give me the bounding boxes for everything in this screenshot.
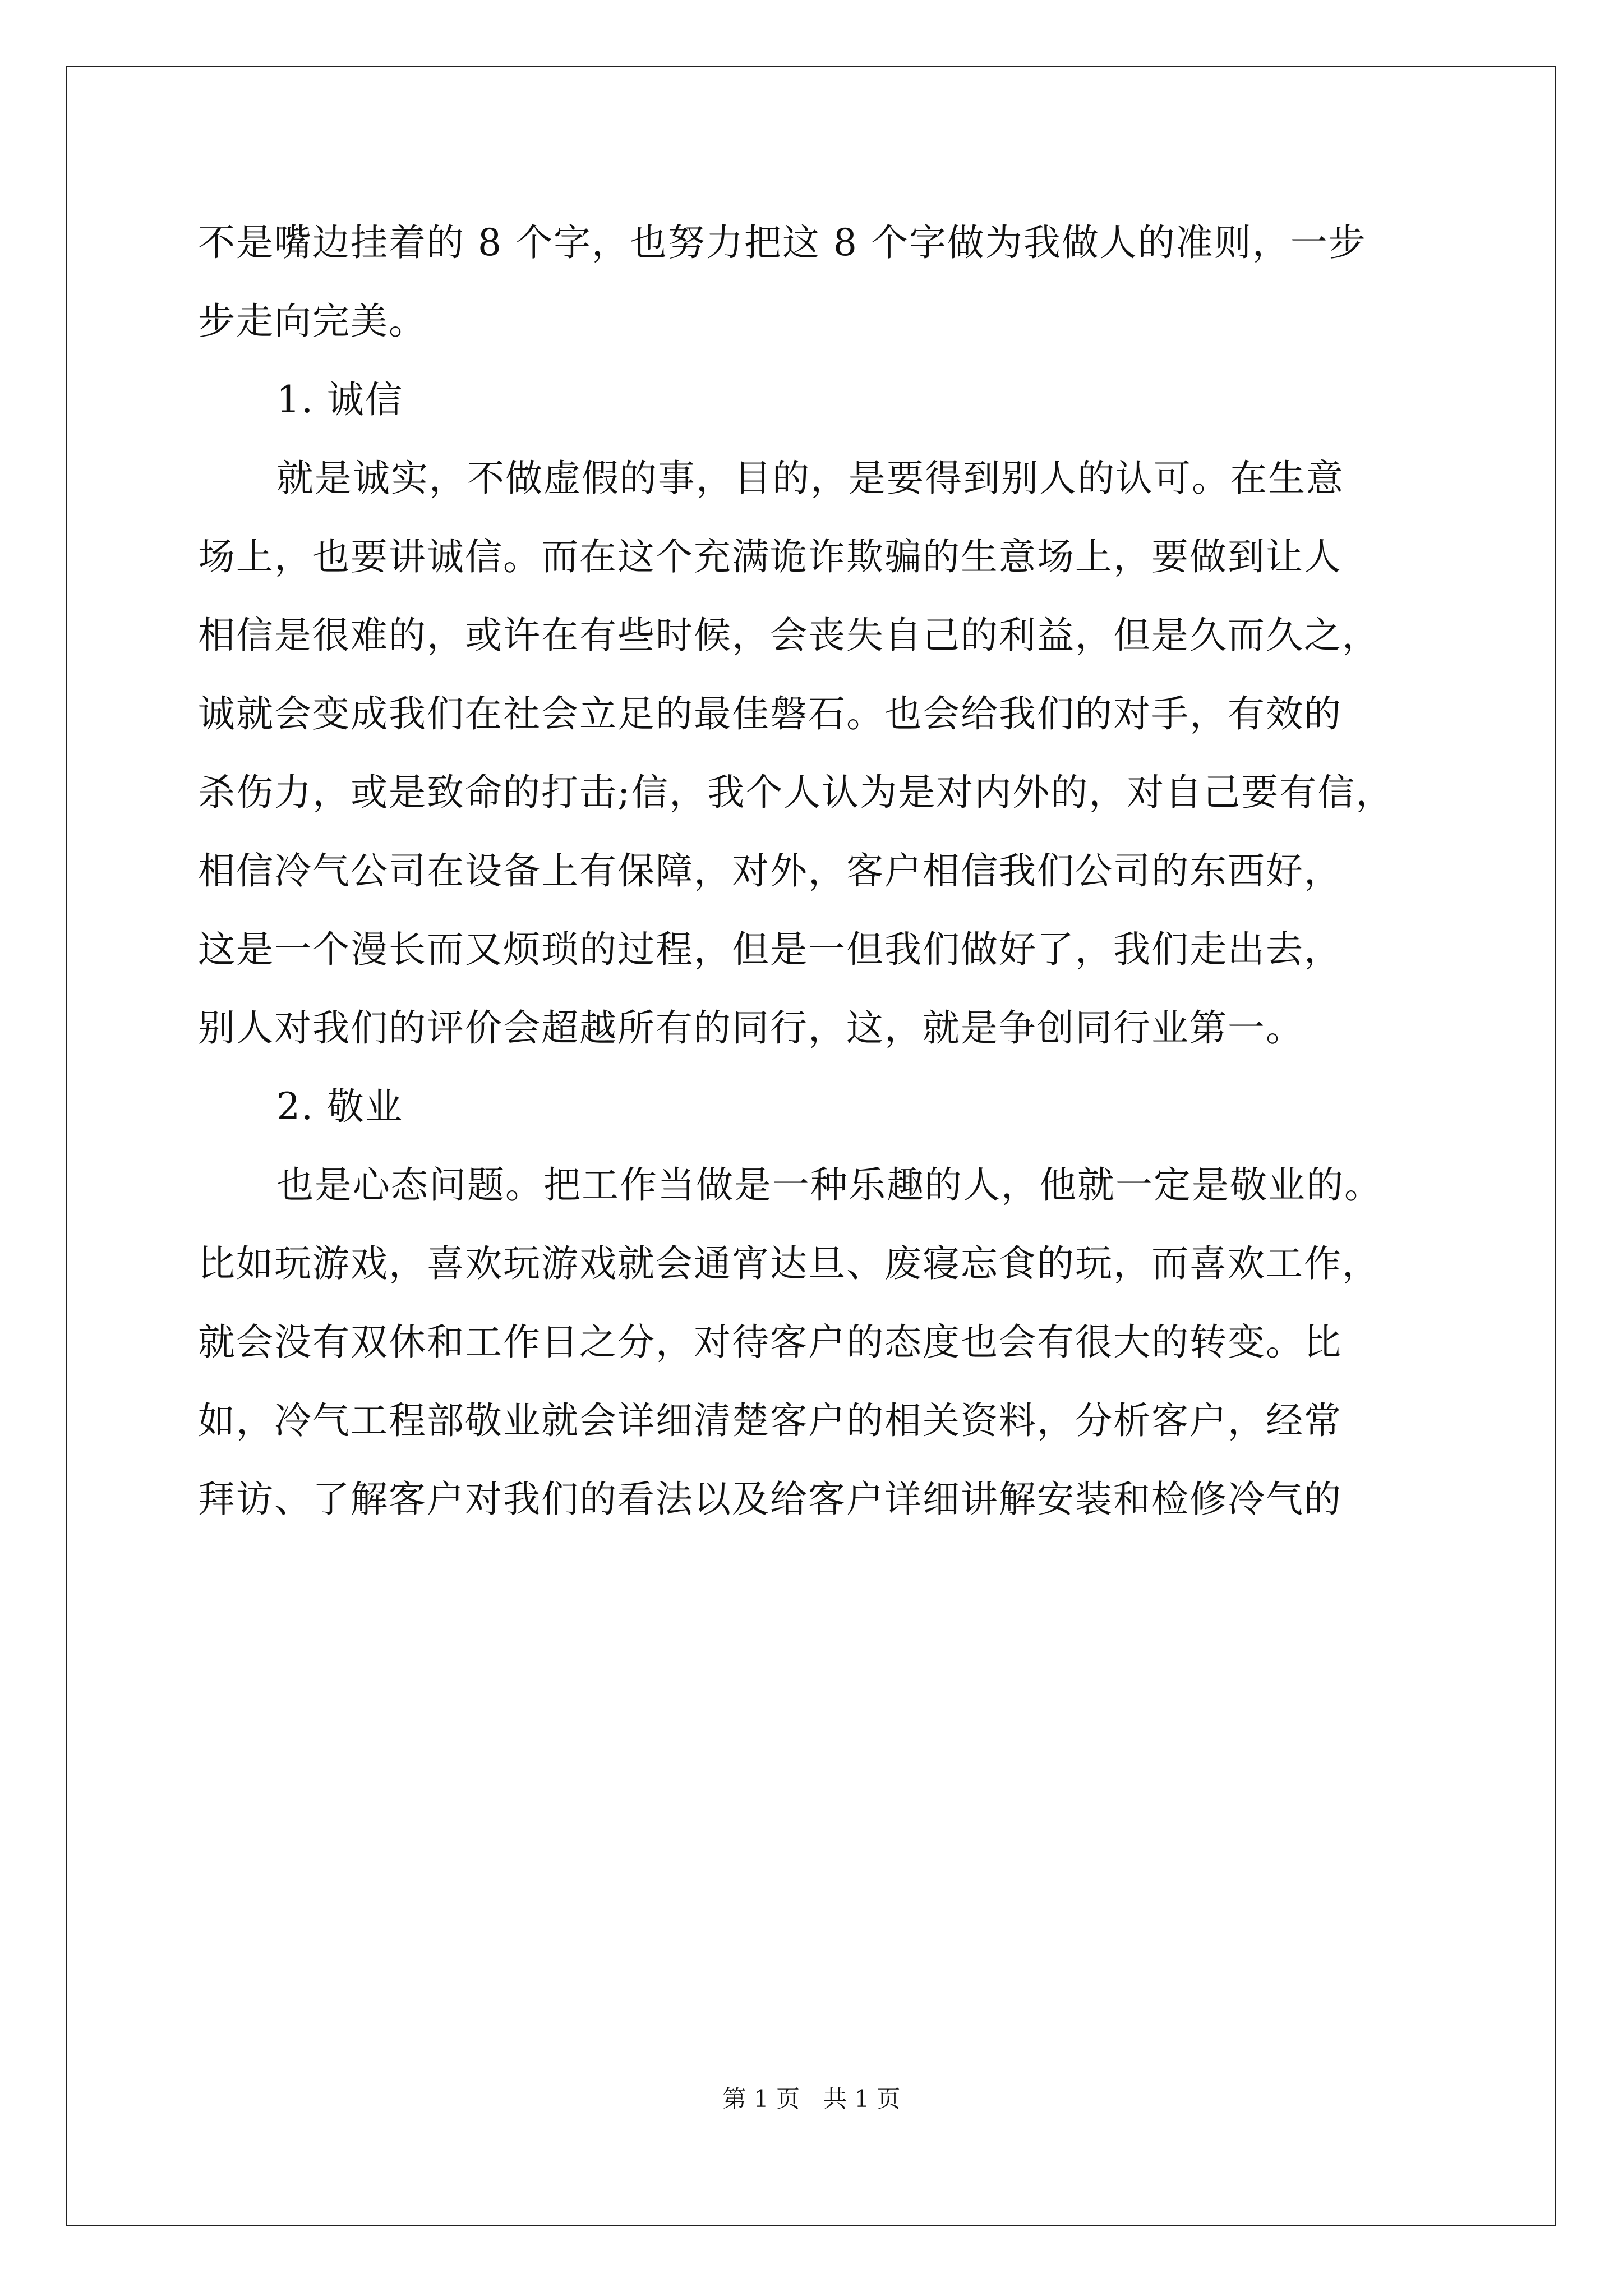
text-line: 别人对我们的评价会超越所有的同行，这，就是争创同行业第一。 (198, 1006, 1304, 1050)
section-heading: 1. 诚信 (276, 378, 403, 421)
text-line: 相信是很难的，或许在有些时候，会丧失自己的利益，但是久而久之， (198, 614, 1380, 657)
text-line: 就是诚实，不做虚假的事，目的，是要得到别人的认可。在生意 (276, 457, 1344, 500)
text-line: 拜访、了解客户对我们的看法以及给客户详细讲解安装和检修冷气的 (198, 1478, 1342, 1521)
text-line: 比如玩游戏，喜欢玩游戏就会通宵达旦、废寝忘食的玩，而喜欢工作， (198, 1242, 1380, 1285)
page-number: 第 1 页 共 1 页 (722, 2085, 901, 2113)
text-line: 相信冷气公司在设备上有保障，对外，客户相信我们公司的东西好， (198, 849, 1342, 892)
text-line: 就会没有双休和工作日之分，对待客户的态度也会有很大的转变。比 (198, 1320, 1342, 1364)
text-line: 也是心态问题。把工作当做是一种乐趣的人，他就一定是敬业的。 (276, 1163, 1382, 1207)
text-line: 场上，也要讲诚信。而在这个充满诡诈欺骗的生意场上，要做到让人 (198, 535, 1342, 578)
text-line: 这是一个漫长而又烦琐的过程，但是一但我们做好了，我们走出去， (198, 928, 1342, 971)
text-line: 杀伤力，或是致命的打击;信，我个人认为是对内外的，对自己要有信， (198, 771, 1394, 814)
text-line: 诚就会变成我们在社会立足的最佳磐石。也会给我们的对手，有效的 (198, 692, 1342, 735)
text-line: 不是嘴边挂着的 8 个字，也努力把这 8 个字做为我做人的准则，一步 (198, 221, 1367, 264)
section-heading: 2. 敬业 (276, 1085, 403, 1128)
document-body (198, 215, 1426, 1550)
text-line: 步走向完美。 (198, 300, 427, 343)
text-line: 如，冷气工程部敬业就会详细清楚客户的相关资料，分析客户，经常 (198, 1399, 1342, 1442)
